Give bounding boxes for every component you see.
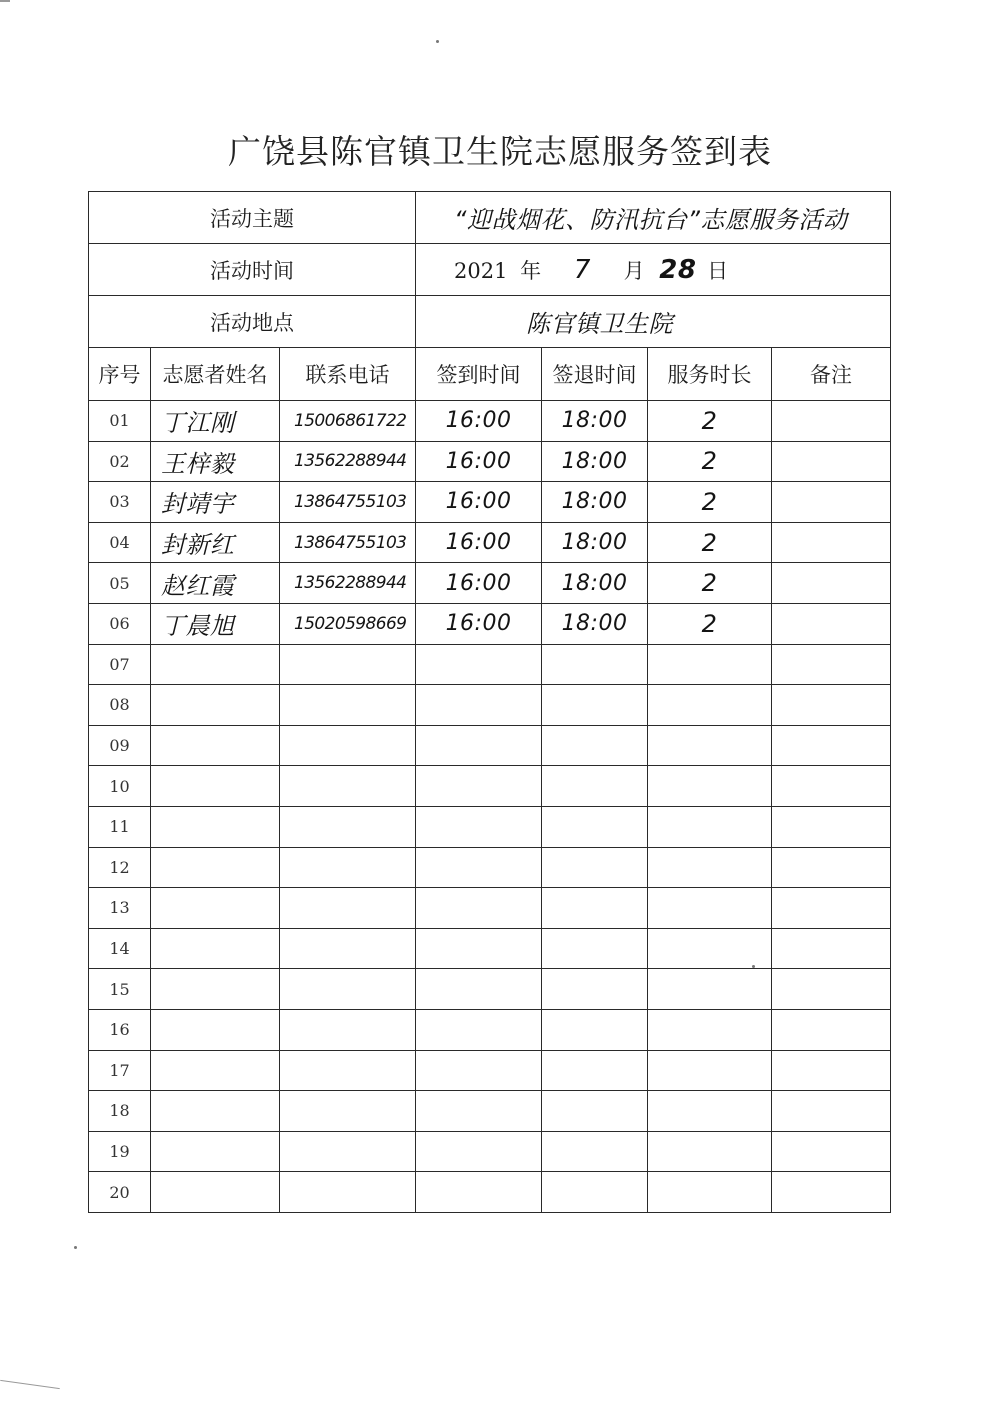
phone-number-cell [280,1091,416,1132]
note-cell [772,522,891,563]
time-day-unit: 日 [707,258,729,283]
table-row [89,401,891,442]
service-hours-cell [648,685,772,726]
signin-time-cell [416,1091,542,1132]
service-hours-cell: 2 [648,522,772,563]
table-row [89,969,891,1010]
signout-time-cell [542,969,648,1010]
row-number-cell: 16 [89,1009,151,1050]
signout-time-cell [542,1091,648,1132]
note-cell [772,888,891,929]
signin-time-cell [416,766,542,807]
signout-time-cell [542,1131,648,1172]
phone-number-cell: 13562288944 [280,563,416,604]
phone-number-cell [280,1131,416,1172]
signin-time-cell [416,1131,542,1172]
row-number-cell: 10 [89,766,151,807]
note-cell [772,482,891,523]
table-row [89,522,891,563]
table-row [89,685,891,726]
signout-time-cell: 18:00 [542,522,648,563]
row-number-cell: 19 [89,1131,151,1172]
signout-time-cell [542,766,648,807]
signout-time-cell [542,847,648,888]
service-hours-cell [648,806,772,847]
scan-edge-mark [0,1380,60,1389]
service-hours-cell: 2 [648,441,772,482]
row-number-cell: 09 [89,725,151,766]
row-number-cell: 01 [89,401,151,442]
service-hours-cell [648,928,772,969]
time-value-cell [416,244,891,296]
theme-value: “迎战烟花、防汛抗台”志愿服务活动 [454,206,848,234]
col-header-name: 志愿者姓名 [151,348,280,401]
volunteer-name-cell: 赵红霞 [151,563,280,604]
row-number-cell: 20 [89,1172,151,1213]
time-year: 2021 [454,258,508,283]
theme-value-cell [416,192,891,244]
row-number-cell: 07 [89,644,151,685]
table-row [89,1009,891,1050]
volunteer-name-cell [151,644,280,685]
note-cell [772,603,891,644]
note-cell [772,928,891,969]
table-row [89,563,891,604]
note-cell [772,1050,891,1091]
time-month: 7 [573,254,591,285]
service-hours-cell [648,725,772,766]
col-header-phone: 联系电话 [280,348,416,401]
page-title: 广饶县陈官镇卫生院志愿服务签到表 [228,132,772,171]
volunteer-name-cell [151,847,280,888]
service-hours-cell [648,1172,772,1213]
phone-number-cell [280,969,416,1010]
table-row [89,928,891,969]
note-cell [772,1091,891,1132]
info-row-place [89,296,891,348]
phone-number-cell [280,847,416,888]
table-header-row [89,348,891,401]
signin-time-cell [416,969,542,1010]
row-number-cell: 06 [89,603,151,644]
row-number-cell: 03 [89,482,151,523]
note-cell [772,806,891,847]
row-number-cell: 05 [89,563,151,604]
signout-time-cell: 18:00 [542,441,648,482]
signin-time-cell [416,685,542,726]
phone-number-cell [280,1050,416,1091]
row-number-cell: 08 [89,685,151,726]
place-value-cell [416,296,891,348]
info-row-theme [89,192,891,244]
volunteer-name-cell [151,1009,280,1050]
phone-number-cell [280,766,416,807]
row-number-cell: 14 [89,928,151,969]
signin-time-cell [416,888,542,929]
info-row-time [89,244,891,296]
phone-number-cell [280,1172,416,1213]
phone-number-cell: 13562288944 [280,441,416,482]
note-cell [772,563,891,604]
volunteer-name-cell [151,969,280,1010]
phone-number-cell [280,806,416,847]
signin-time-cell [416,806,542,847]
service-hours-cell [648,644,772,685]
row-number-cell: 02 [89,441,151,482]
signout-time-cell [542,644,648,685]
table-row [89,888,891,929]
row-number-cell: 11 [89,806,151,847]
col-header-hours: 服务时长 [648,348,772,401]
note-cell [772,969,891,1010]
signout-time-cell: 18:00 [542,401,648,442]
volunteer-name-cell [151,888,280,929]
place-label: 活动地点 [210,310,294,335]
table-row [89,644,891,685]
table-body [89,401,891,1213]
signin-time-cell: 16:00 [416,522,542,563]
signin-time-cell [416,1172,542,1213]
table-row [89,1091,891,1132]
row-number-cell: 12 [89,847,151,888]
signin-time-cell [416,847,542,888]
time-day: 28 [659,254,697,285]
time-year-unit: 年 [520,258,542,283]
volunteer-name-cell: 封新红 [151,522,280,563]
table-row [89,725,891,766]
signout-time-cell [542,888,648,929]
service-hours-cell: 2 [648,603,772,644]
note-cell [772,1009,891,1050]
time-month-unit: 月 [623,258,645,283]
volunteer-name-cell [151,1091,280,1132]
note-cell [772,1131,891,1172]
phone-number-cell [280,685,416,726]
volunteer-name-cell [151,928,280,969]
table-row [89,766,891,807]
volunteer-name-cell [151,685,280,726]
scan-edge-mark [0,0,10,2]
signout-time-cell [542,1009,648,1050]
volunteer-name-cell [151,766,280,807]
row-number-cell: 15 [89,969,151,1010]
service-hours-cell [648,766,772,807]
service-hours-cell: 2 [648,482,772,523]
signout-time-cell [542,685,648,726]
signout-time-cell: 18:00 [542,563,648,604]
signin-time-cell: 16:00 [416,603,542,644]
service-hours-cell [648,1050,772,1091]
table-row [89,1050,891,1091]
theme-label: 活动主题 [210,206,294,231]
volunteer-name-cell: 王梓毅 [151,441,280,482]
signout-time-cell: 18:00 [542,603,648,644]
volunteer-name-cell [151,725,280,766]
row-number-cell: 17 [89,1050,151,1091]
signin-time-cell: 16:00 [416,482,542,523]
signin-time-cell: 16:00 [416,401,542,442]
note-cell [772,441,891,482]
service-hours-cell [648,888,772,929]
table-row [89,482,891,523]
signin-time-cell [416,928,542,969]
volunteer-name-cell [151,1131,280,1172]
service-hours-cell [648,847,772,888]
theme-label-cell [89,192,416,244]
signout-time-cell [542,1172,648,1213]
signin-time-cell [416,1009,542,1050]
table-row [89,847,891,888]
table-row [89,806,891,847]
signout-time-cell [542,928,648,969]
phone-number-cell [280,1009,416,1050]
volunteer-name-cell: 丁江刚 [151,401,280,442]
service-hours-cell [648,1009,772,1050]
row-number-cell: 04 [89,522,151,563]
phone-number-cell: 13864755103 [280,482,416,523]
service-hours-cell: 2 [648,401,772,442]
phone-number-cell [280,644,416,685]
volunteer-name-cell [151,1050,280,1091]
volunteer-name-cell [151,806,280,847]
note-cell [772,401,891,442]
scan-speck [74,1246,77,1249]
signin-time-cell: 16:00 [416,563,542,604]
time-label: 活动时间 [210,258,294,283]
service-hours-cell [648,969,772,1010]
scan-speck [436,40,439,43]
phone-number-cell [280,928,416,969]
phone-number-cell [280,725,416,766]
volunteer-name-cell [151,1172,280,1213]
col-header-no: 序号 [89,348,151,401]
signin-time-cell [416,1050,542,1091]
service-hours-cell [648,1131,772,1172]
signout-time-cell: 18:00 [542,482,648,523]
place-label-cell [89,296,416,348]
note-cell [772,685,891,726]
note-cell [772,766,891,807]
signin-table [88,191,891,1213]
signin-time-cell [416,644,542,685]
service-hours-cell [648,1091,772,1132]
signin-time-cell: 16:00 [416,441,542,482]
time-label-cell [89,244,416,296]
table-row [89,603,891,644]
phone-number-cell: 13864755103 [280,522,416,563]
note-cell [772,847,891,888]
service-hours-cell: 2 [648,563,772,604]
signin-time-cell [416,725,542,766]
note-cell [772,725,891,766]
phone-number-cell [280,888,416,929]
volunteer-name-cell: 丁晨旭 [151,603,280,644]
table-row [89,441,891,482]
row-number-cell: 13 [89,888,151,929]
signout-time-cell [542,1050,648,1091]
volunteer-name-cell: 封靖宇 [151,482,280,523]
table-row [89,1131,891,1172]
place-value: 陈官镇卫生院 [526,310,674,338]
note-cell [772,644,891,685]
row-number-cell: 18 [89,1091,151,1132]
phone-number-cell: 15020598669 [280,603,416,644]
col-header-signin: 签到时间 [416,348,542,401]
table-row [89,1172,891,1213]
signout-time-cell [542,725,648,766]
phone-number-cell: 15006861722 [280,401,416,442]
col-header-note: 备注 [772,348,891,401]
signout-time-cell [542,806,648,847]
col-header-signout: 签退时间 [542,348,648,401]
note-cell [772,1172,891,1213]
